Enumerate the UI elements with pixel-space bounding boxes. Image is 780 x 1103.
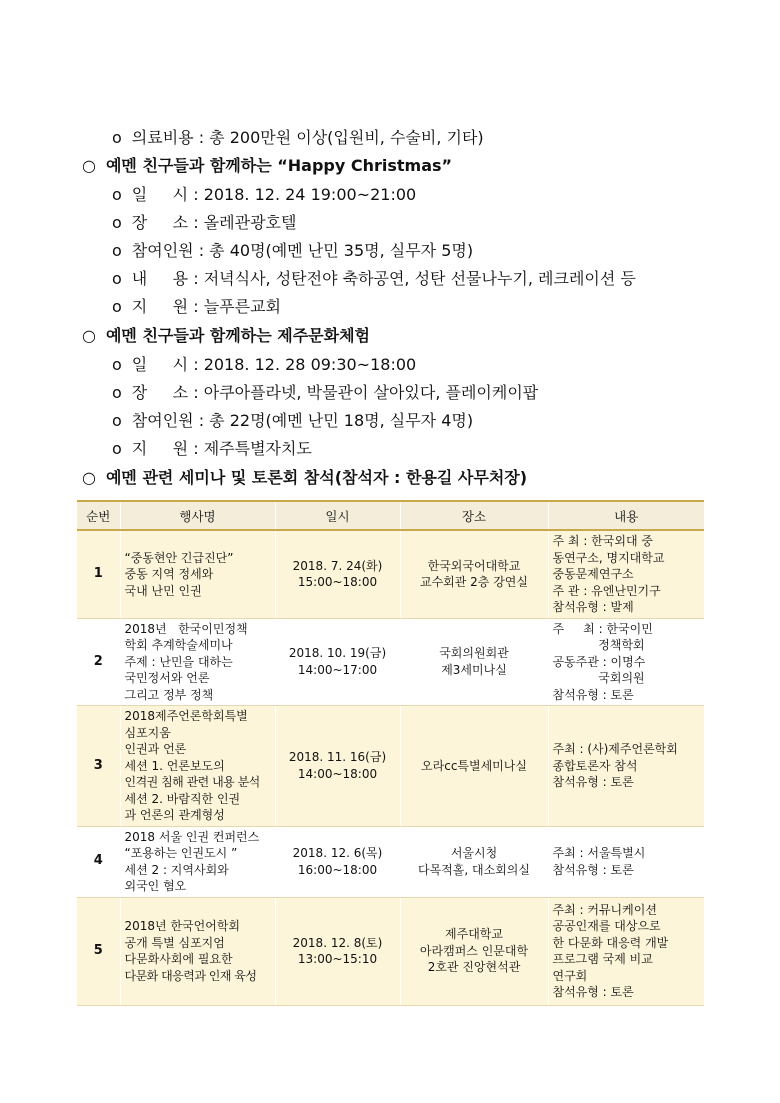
cell-line: 국내 난민 인권 (124, 583, 202, 598)
date-cell (275, 826, 400, 897)
event-cell (120, 826, 275, 897)
line-text: 예멘 친구들과 함께하는 제주문화체험 (105, 326, 370, 345)
cell-line: 2018. 7. 24(화) (292, 558, 383, 573)
cell-line: 참석유형 : 발제 (552, 600, 634, 614)
line-text: 참여인원 : 총 40명(예멘 난민 35명, 실무자 5명) (131, 241, 474, 260)
cell-line: 과 언론의 관계형성 (124, 808, 225, 822)
cell-line: 주 관 : 유엔난민기구 (552, 583, 661, 598)
cell-line: 국회의원회관 (439, 646, 509, 661)
bullet-icon: o (112, 269, 122, 288)
cell-line: 프로그램 국제 비교 (552, 952, 653, 966)
cell-line: 2018. 12. 8(토) (292, 935, 383, 950)
cell-line: 2018년 한국이민정책 (124, 621, 248, 636)
cell-line: 인격권 침해 관련 내용 분석 (124, 775, 260, 789)
table-row (77, 530, 704, 618)
cell-line: 15:00~18:00 (297, 575, 378, 590)
content-cell (548, 618, 704, 706)
cell-line: 13:00~15:10 (297, 952, 378, 966)
cell-line: 주 최 : 한국이민 (552, 621, 653, 636)
cell-line: 정책학회 (552, 638, 645, 652)
place-cell (400, 897, 548, 1005)
line-text: 참여인원 : 총 22명(예멘 난민 18명, 실무자 4명) (131, 411, 474, 430)
section-heading (82, 155, 452, 177)
table-header-row (77, 501, 704, 530)
table-row (77, 897, 704, 1005)
row-number: 3 (77, 706, 120, 827)
bullet-icon: ○ (82, 156, 96, 175)
header-place: 장소 (400, 501, 548, 530)
row-number: 5 (77, 897, 120, 1005)
line-text: 예멘 관련 세미나 및 토론회 참석(참석자 : 한용길 사무처장) (105, 468, 528, 487)
cell-line: 제3세미나실 (441, 662, 507, 677)
date-cell (275, 530, 400, 618)
row-number: 1 (77, 530, 120, 618)
bullet-icon: ○ (82, 468, 96, 487)
cell-line: 심포지움 (124, 725, 171, 740)
section-line (112, 240, 473, 262)
cell-line: 세션 2. 바람직한 인권 (124, 791, 241, 806)
cell-line: 2018년 한국언어학회 (124, 919, 240, 933)
row-number: 4 (77, 826, 120, 897)
header-content: 내용 (548, 501, 704, 530)
content-cell (548, 826, 704, 897)
cell-line: 주최 : 커뮤니케이션 (552, 902, 657, 917)
cell-line: 주최 : 서울특별시 (552, 846, 646, 860)
cell-line: 연구회 (552, 968, 588, 983)
section-line (112, 296, 281, 318)
bullet-icon: o (112, 241, 122, 260)
place-cell (400, 530, 548, 618)
header-date: 일시 (275, 501, 400, 530)
line-text: 내 용 : 저녁식사, 성탄전야 축하공연, 성탄 선물나누기, 레크레이션 등 (131, 269, 636, 288)
content-cell (548, 706, 704, 827)
event-cell (120, 530, 275, 618)
cell-line: 주제 : 난민을 대하는 (124, 654, 233, 669)
cell-line: 2018 서울 인권 컨퍼런스 (124, 829, 260, 844)
cell-line: 세션 1. 언론보도의 (124, 758, 225, 773)
event-cell (120, 618, 275, 706)
cell-line: 종합토론자 참석 (552, 758, 638, 773)
section-line (112, 382, 538, 404)
section-line (112, 268, 636, 290)
cell-line: 국민정서와 언론 (124, 671, 210, 685)
date-cell (275, 897, 400, 1005)
header-event: 행사명 (120, 501, 275, 530)
cell-line: “포용하는 인권도시 ” (124, 846, 238, 860)
bullet-icon: o (112, 128, 122, 147)
cell-line: 학회 추계학술세미나 (124, 638, 233, 652)
cell-line: “중동현안 긴급진단” (124, 550, 234, 565)
row-number: 2 (77, 618, 120, 706)
line-text: 지 원 : 늘푸른교회 (131, 297, 281, 316)
cell-line: 다문화사회에 필요한 (124, 952, 233, 966)
section-heading (82, 467, 527, 489)
bullet-icon: o (112, 411, 122, 430)
bullet-icon: o (112, 297, 122, 316)
line-text: 일 시 : 2018. 12. 24 19:00~21:00 (131, 185, 417, 204)
line-text: 예멘 친구들과 함께하는 “Happy Christmas” (105, 156, 453, 175)
event-cell (120, 897, 275, 1005)
bullet-icon: ○ (82, 326, 96, 345)
line-text: 지 원 : 제주특별자치도 (131, 439, 312, 458)
section-line (112, 410, 473, 432)
cell-line: 14:00~17:00 (297, 662, 378, 677)
table-row (77, 706, 704, 827)
place-cell (400, 618, 548, 706)
cell-line: 공공인재를 대상으로 (552, 919, 661, 933)
cell-line: 2018. 12. 6(목) (292, 846, 383, 860)
section-line (112, 438, 312, 460)
cell-line: 공개 특별 심포지엄 (124, 935, 225, 950)
bullet-icon: o (112, 355, 122, 374)
cell-line: 14:00~18:00 (297, 766, 378, 781)
date-cell (275, 618, 400, 706)
cell-line: 제주대학교 (445, 927, 503, 942)
section-line (112, 184, 416, 206)
cell-line: 다문화 대응력과 인재 육성 (124, 968, 257, 983)
cell-line: 외국인 혐오 (124, 879, 187, 893)
cell-line: 그리고 정부 정책 (124, 687, 214, 702)
cell-line: 아라캠퍼스 인문대학 (419, 943, 529, 958)
bullet-icon: o (112, 185, 122, 204)
cell-line: 인권과 언론 (124, 742, 187, 756)
event-cell (120, 706, 275, 827)
date-cell (275, 706, 400, 827)
seminar-table (77, 500, 704, 1006)
cell-line: 세션 2 : 지역사회와 (124, 862, 229, 877)
header-number: 순번 (77, 501, 120, 530)
cell-line: 2018. 10. 19(금) (288, 646, 387, 661)
section-line (112, 354, 416, 376)
line-text: 장 소 : 올레관광호텔 (131, 213, 297, 232)
cell-line: 교수회관 2층 강연실 (419, 575, 528, 590)
cell-line: 참석유형 : 토론 (552, 862, 634, 877)
cell-line: 한 다문화 대응력 개발 (552, 935, 669, 950)
section-heading (82, 325, 370, 347)
line-text: 의료비용 : 총 200만원 이상(입원비, 수술비, 기타) (131, 128, 484, 147)
cell-line: 오라cc특별세미나실 (421, 758, 527, 773)
cell-line: 중동문제연구소 (552, 567, 634, 581)
section-line (112, 212, 296, 234)
cell-line: 2018. 11. 16(금) (288, 750, 387, 765)
line-text: 장 소 : 아쿠아플라넷, 박물관이 살아있다, 플레이케이팝 (131, 383, 539, 402)
cell-line: 서울시청 (450, 846, 498, 860)
content-cell (548, 897, 704, 1005)
cell-line: 국회의원 (552, 671, 645, 685)
cell-line: 2018제주언론학회특별 (124, 709, 248, 723)
cell-line: 16:00~18:00 (297, 862, 378, 877)
cell-line: 중동 지역 정세와 (124, 567, 214, 581)
section-line (112, 127, 484, 149)
cell-line: 동연구소, 명지대학교 (552, 550, 665, 565)
content-cell (548, 530, 704, 618)
table-row (77, 826, 704, 897)
bullet-icon: o (112, 213, 122, 232)
bullet-icon: o (112, 439, 122, 458)
cell-line: 공동주관 : 이명수 (552, 654, 646, 669)
bullet-icon: o (112, 383, 122, 402)
place-cell (400, 826, 548, 897)
cell-line: 한국외국어대학교 (427, 558, 521, 573)
cell-line: 2호관 진앙현석관 (427, 960, 521, 975)
cell-line: 참석유형 : 토론 (552, 985, 634, 999)
cell-line: 주최 : (사)제주언론학회 (552, 742, 678, 756)
place-cell (400, 706, 548, 827)
cell-line: 참석유형 : 토론 (552, 687, 634, 702)
cell-line: 참석유형 : 토론 (552, 775, 634, 789)
line-text: 일 시 : 2018. 12. 28 09:30~18:00 (131, 355, 417, 374)
cell-line: 다목적홀, 대소회의실 (418, 862, 530, 877)
cell-line: 주 최 : 한국외대 중 (552, 534, 653, 548)
table-row (77, 618, 704, 706)
